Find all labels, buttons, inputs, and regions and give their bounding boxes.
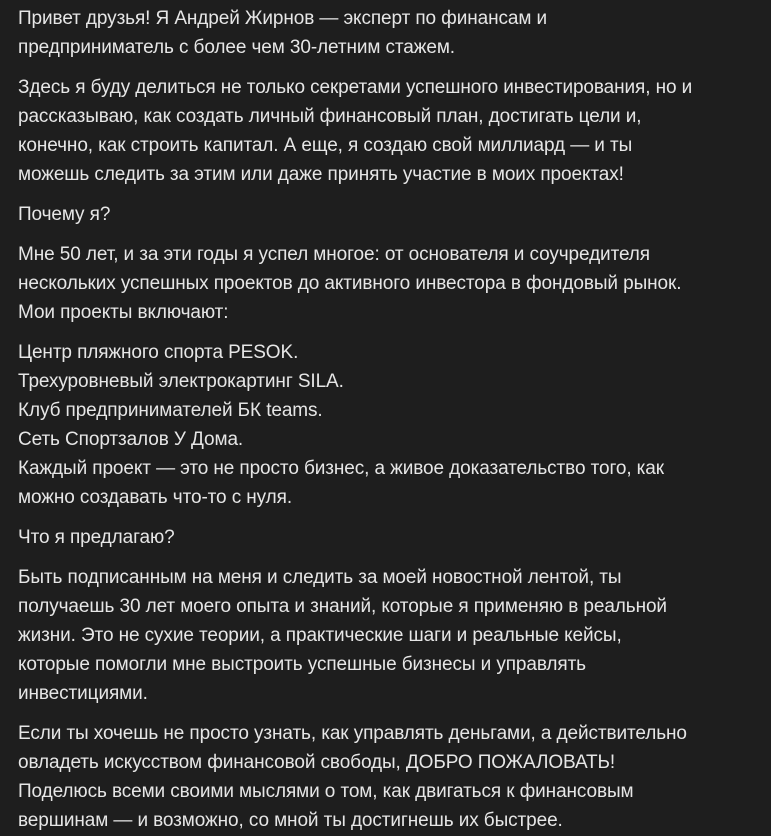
offer-heading [18,523,753,552]
project-item: Клуб предпринимателей БК teams. [18,400,323,421]
intro-paragraph [18,4,753,62]
why-heading [18,200,753,229]
project-item: Трехуровневый электрокартинг SILA. [18,371,344,392]
text-line: Поделюсь всеми своими мыслями о том, как двигаться к финансовым [18,781,634,802]
why-paragraph [18,240,753,327]
text-line: Почему я? [18,204,111,225]
text-line: Если ты хочешь не просто узнать, как управлять деньгами, а действительно [18,723,687,744]
text-line: вершинам — и возможно, со мной ты достигнешь их быстрее. [18,810,563,831]
text-line: которые помогли мне выстроить успешные бизнесы и управлять [18,654,586,675]
text-line: Быть подписанным на меня и следить за моей новостной лентой, ты [18,567,622,588]
text-line: нескольких успешных проектов до активного инвестора в фондовый рынок. [18,273,682,294]
projects-list [18,338,753,512]
text-line: конечно, как строить капитал. А еще, я создаю свой миллиард — и ты [18,135,633,156]
text-line: жизни. Это не сухие теории, а практические шаги и реальные кейсы, [18,625,622,646]
text-line: Привет друзья! Я Андрей Жирнов — эксперт по финансам и [18,8,548,29]
text-line: Что я предлагаю? [18,527,175,548]
text-line: можешь следить за этим или даже принять участие в моих проектах! [18,164,624,185]
text-line: овладеть искусством финансовой свободы, ДОБРО ПОЖАЛОВАТЬ! [18,752,616,773]
text-line: Здесь я буду делиться не только секретами успешного инвестирования, но и [18,77,693,98]
text-line: предприниматель с более чем 30-летним стажем. [18,37,455,58]
text-line: Мои проекты включают: [18,302,229,323]
text-line: можно создавать что-то с нуля. [18,487,293,508]
text-line: Мне 50 лет, и за эти годы я успел многое: от основателя и соучредителя [18,244,650,265]
text-line: инвестициями. [18,683,148,704]
closing-paragraph [18,719,753,835]
project-item: Центр пляжного спорта PESOK. [18,342,299,363]
text-line: получаешь 30 лет моего опыта и знаний, которые я применяю в реальной [18,596,667,617]
about-paragraph [18,73,753,189]
project-item: Сеть Спортзалов У Дома. [18,429,244,450]
offer-paragraph [18,563,753,708]
text-line: Каждый проект — это не просто бизнес, а живое доказательство того, как [18,458,664,479]
text-line: рассказываю, как создать личный финансовый план, достигать цели и, [18,106,642,127]
